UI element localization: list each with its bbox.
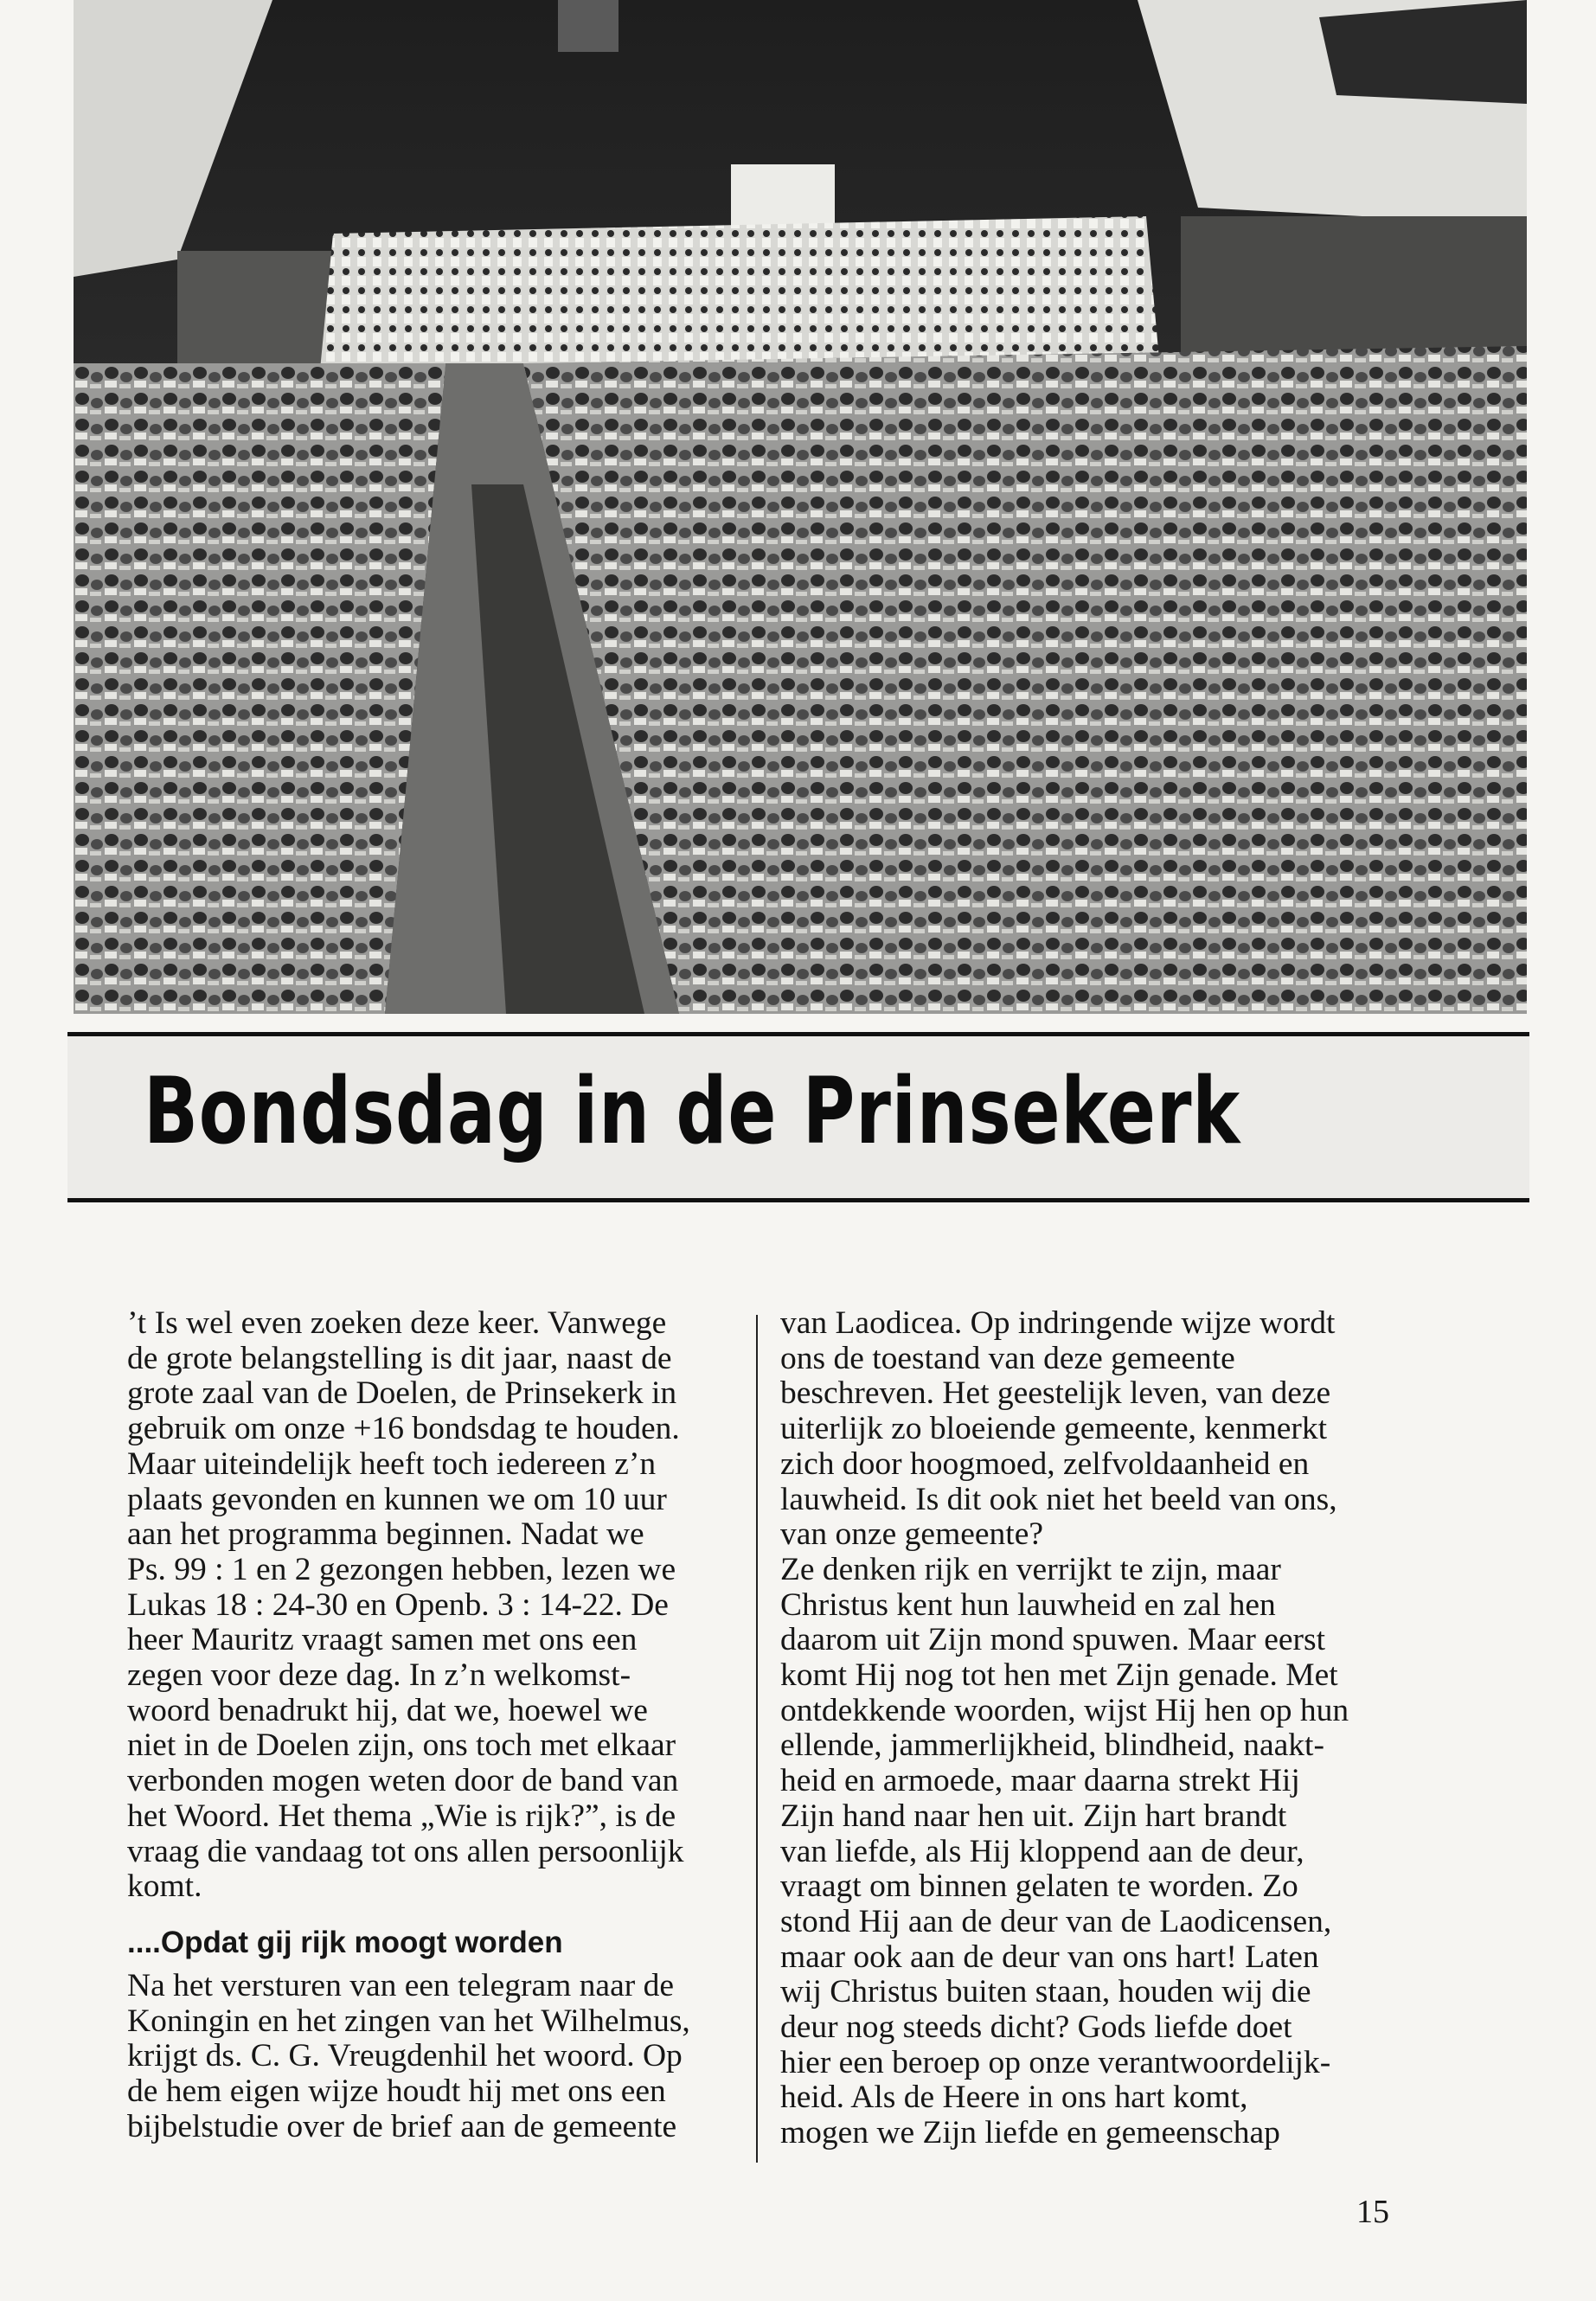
text-line: komt. [127, 1868, 202, 1905]
article-paragraph [127, 1969, 733, 2145]
text-line: vraag die vandaag tot ons allen persoonlijk [127, 1833, 684, 1869]
text-line: zegen voor deze dag. In z’n welkomst- [127, 1657, 631, 1694]
text-line: stond Hij aan de deur van de Laodicensen, [780, 1903, 1332, 1939]
text-line: verbonden mogen weten door de band van [127, 1763, 679, 1799]
page-number: 15 [1356, 2194, 1389, 2230]
text-line: ontdekkende woorden, wijst Hij hen op hun [780, 1692, 1349, 1728]
text-line: gebruik om onze +16 bondsdag te houden. [127, 1411, 680, 1447]
text-line: heid. Als de Heere in ons hart komt, [780, 2080, 1248, 2116]
text-line: heer Mauritz vraagt samen met ons een [127, 1622, 638, 1658]
text-line: deur nog steeds dicht? Gods liefde doet [780, 2009, 1292, 2046]
text-line: lauwheid. Is dit ook niet het beeld van ons, [780, 1481, 1337, 1517]
text-line: plaats gevonden en kunnen we om 10 uur [127, 1481, 667, 1517]
article-subheading: ....Opdat gij rijk moogt worden [127, 1925, 563, 1959]
text-line: Ze denken rijk en verrijkt te zijn, maar [780, 1551, 1281, 1587]
text-line: Ps. 99 : 1 en 2 gezongen hebben, lezen we [127, 1551, 676, 1587]
text-line: Lukas 18 : 24-30 en Openb. 3 : 14-22. De [127, 1586, 669, 1623]
text-line: de hem eigen wijze houdt hij met ons een [127, 2073, 666, 2110]
text-line: ellende, jammerlijkheid, blindheid, naakt- [780, 1727, 1324, 1764]
text-line: van liefde, als Hij kloppend aan de deur, [780, 1833, 1304, 1869]
text-line: hier een beroep op onze verantwoordelijk- [780, 2044, 1331, 2080]
text-line: Na het versturen van een telegram naar de [127, 1967, 674, 2003]
text-line: krijgt ds. C. G. Vreugdenhil het woord. Op [127, 2038, 683, 2074]
article-right-column [780, 1306, 1403, 2151]
text-line: zich door hoogmoed, zelfvoldaanheid en [780, 1445, 1310, 1482]
text-line: maar ook aan de deur van ons hart! Laten [780, 1939, 1319, 1975]
text-line: uiterlijk zo bloeiende gemeente, kenmerkt [780, 1411, 1328, 1447]
text-line: niet in de Doelen zijn, ons toch met elkaar [127, 1727, 676, 1764]
text-line: het Woord. Het thema „Wie is rijk?”, is de [127, 1798, 676, 1834]
title-band [67, 1032, 1529, 1202]
column-divider [756, 1315, 758, 2163]
text-line: Maar uiteindelijk heeft toch iedereen z’n [127, 1445, 657, 1482]
text-line: ons de toestand van deze gemeente [780, 1340, 1235, 1376]
article-paragraph [780, 1306, 1403, 2151]
text-line: komt Hij nog tot hen met Zijn genade. Met [780, 1657, 1338, 1694]
text-line: aan het programma beginnen. Nadat we [127, 1516, 644, 1553]
text-line: van Laodicea. Op indringende wijze wordt [780, 1305, 1336, 1341]
text-line: vraagt om binnen gelaten te worden. Zo [780, 1868, 1298, 1905]
photo-illustration [74, 0, 1527, 1014]
church-interior-photo [74, 0, 1527, 1014]
text-line: ’t Is wel even zoeken deze keer. Vanwege [127, 1305, 667, 1341]
text-line: daarom uit Zijn mond spuwen. Maar eerst [780, 1622, 1326, 1658]
text-line: heid en armoede, maar daarna strekt Hij [780, 1763, 1300, 1799]
text-line: wij Christus buiten staan, houden wij die [780, 1974, 1311, 2010]
text-line: Koningin en het zingen van het Wilhelmus, [127, 2003, 690, 2039]
text-line: Zijn hand naar hen uit. Zijn hart brandt [780, 1798, 1287, 1834]
text-line: woord benadrukt hij, dat we, hoewel we [127, 1692, 648, 1728]
article-paragraph [127, 1306, 733, 1905]
text-line: bijbelstudie over de brief aan de gemeente [127, 2108, 677, 2144]
text-line: grote zaal van de Doelen, de Prinsekerk in [127, 1375, 677, 1412]
article-title: Bondsdag in de Prinsekerk [144, 1058, 1241, 1164]
text-line: Christus kent hun lauwheid en zal hen [780, 1586, 1276, 1623]
article-left-column [127, 1306, 733, 2144]
text-line: mogen we Zijn liefde en gemeenschap [780, 2115, 1280, 2151]
text-line: de grote belangstelling is dit jaar, naast de [127, 1340, 672, 1376]
text-line: van onze gemeente? [780, 1516, 1043, 1553]
text-line: beschreven. Het geestelijk leven, van deze [780, 1375, 1331, 1412]
